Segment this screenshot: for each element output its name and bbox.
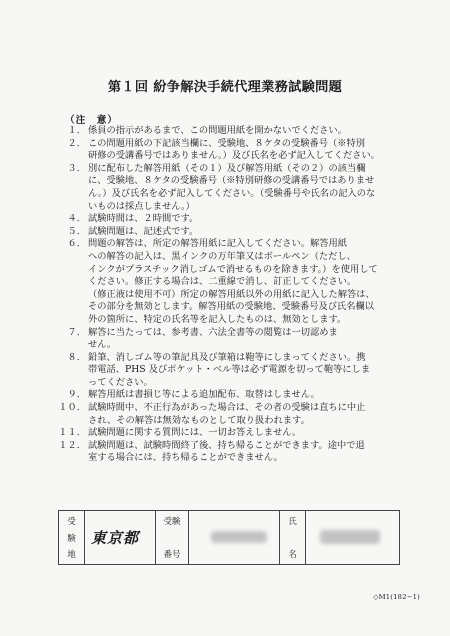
note-line: せん。 (88, 339, 117, 351)
note-item (58, 327, 410, 352)
note-line: 問題の解答は、所定の解答用紙に記入してください。解答用紙 (88, 238, 347, 250)
note-line: への解答の記入は、黒インクの万年筆又はボールペン（ただし、 (88, 250, 356, 262)
note-text (88, 238, 410, 326)
note-number: ３． (67, 162, 86, 174)
note-text (88, 440, 410, 465)
note-number: ７． (67, 326, 86, 338)
note-line: 試験問題は、記述式です。 (88, 225, 199, 237)
name-field[interactable] (306, 511, 400, 565)
note-item (58, 125, 410, 138)
exam-number-label: 受験 番号 (156, 511, 189, 565)
note-item (58, 427, 410, 440)
exam-site-field[interactable] (85, 511, 156, 565)
note-text (88, 163, 410, 213)
note-number: ６． (67, 238, 86, 250)
note-line: 帯電話、PHS 及びポケット・ベル等は必ず電源を切って鞄等にしま (88, 364, 371, 376)
note-number: ２． (67, 137, 86, 149)
exam-number-field[interactable] (189, 511, 280, 565)
notes-list (58, 125, 410, 465)
note-line: ってください。 (88, 376, 153, 388)
note-text (88, 327, 410, 352)
note-number: ５． (67, 225, 86, 237)
note-text (88, 352, 410, 390)
note-text (88, 389, 410, 402)
note-item (58, 226, 410, 239)
notice-heading: （注 意） (65, 115, 118, 126)
note-line: 室する場合には、持ち帰ることができません。 (88, 452, 283, 464)
note-line: 試験問題に関する質問には、一切お答えしません。 (88, 427, 302, 439)
note-line: 解答に当たっては、参考書、六法全書等の閲覧は一切認めま (88, 326, 338, 338)
exam-site-value: 東京都 (91, 529, 140, 547)
note-item (58, 238, 410, 326)
note-number: １０． (58, 402, 86, 414)
note-line: （修正液は使用不可）所定の解答用紙以外の用紙に記入した解答は、 (88, 288, 375, 300)
note-line: インクがプラスチック消しゴムで消せるものを除きます。）を使用して (88, 263, 378, 275)
note-line: ください。修正する場合は、二重線で消し、訂正してください。 (88, 276, 357, 288)
page-title: 第１回 紛争解決手続代理業務試験問題 (107, 80, 343, 95)
form-code: ◇M1(182−1) (373, 593, 420, 601)
note-line: その部分を無効とします。解答用紙の受験地、受験番号及び氏名欄以 (88, 301, 375, 313)
note-text (88, 125, 410, 138)
note-item (58, 440, 410, 465)
note-number: ４． (67, 213, 86, 225)
note-line: 外の箇所に、特定の氏名等を記入したものは、無効とします。 (88, 313, 347, 325)
note-line: ん。）及び氏名を必ず記入してください。（受験番号や氏名の記入のな (88, 187, 376, 199)
note-item (58, 213, 410, 226)
note-line: され、その解答は無効なものとして取り扱われます。 (88, 414, 310, 426)
note-line: 試験時間中、不正行為があった場合は、その者の受験は直ちに中止 (88, 402, 366, 414)
note-text (88, 226, 410, 239)
redacted-exam-number (211, 531, 267, 543)
note-item (58, 389, 410, 402)
note-line: 研修の受講番号ではありません。）及び氏名を必ず記入してください。 (88, 150, 380, 162)
note-line: 試験時間は、２時間です。 (88, 213, 199, 225)
name-label: 氏 名 (280, 511, 306, 565)
note-item (58, 352, 410, 390)
note-number: １． (67, 125, 86, 136)
note-number: ９． (67, 389, 86, 401)
note-line: に、受験地、８ケタの受験番号（※特別研修の受講番号ではありませ (88, 175, 375, 187)
note-text (88, 402, 410, 427)
note-line: いものは採点しません。） (88, 200, 195, 212)
note-line: 別に配布した解答用紙（その１）及び解答用紙（その２）の該当欄 (88, 162, 366, 174)
redacted-name (320, 530, 380, 544)
note-item (58, 138, 410, 163)
note-line: 解答用紙は書損じ等による追加配布、取替はしません。 (88, 389, 320, 401)
note-item (58, 163, 410, 213)
note-text (88, 213, 410, 226)
note-item (58, 402, 410, 427)
note-line: 鉛筆、消しゴム等の筆記具及び筆箱は鞄等にしまってください。携 (88, 351, 366, 363)
note-text (88, 427, 410, 440)
note-number: １１． (58, 427, 86, 439)
note-text (88, 138, 410, 163)
note-number: ８． (67, 351, 86, 363)
exam-site-label: 受 験 地 (59, 511, 85, 565)
note-line: この問題用紙の下記該当欄に、受験地、８ケタの受験番号（※特別 (88, 137, 366, 149)
note-number: １２． (58, 439, 86, 451)
note-line: 係員の指示があるまで、この問題用紙を開かないでください。 (88, 125, 347, 136)
note-line: 試験問題は、試験時間終了後、持ち帰ることができます。途中で退 (88, 439, 365, 451)
examinee-info-table (58, 510, 400, 565)
